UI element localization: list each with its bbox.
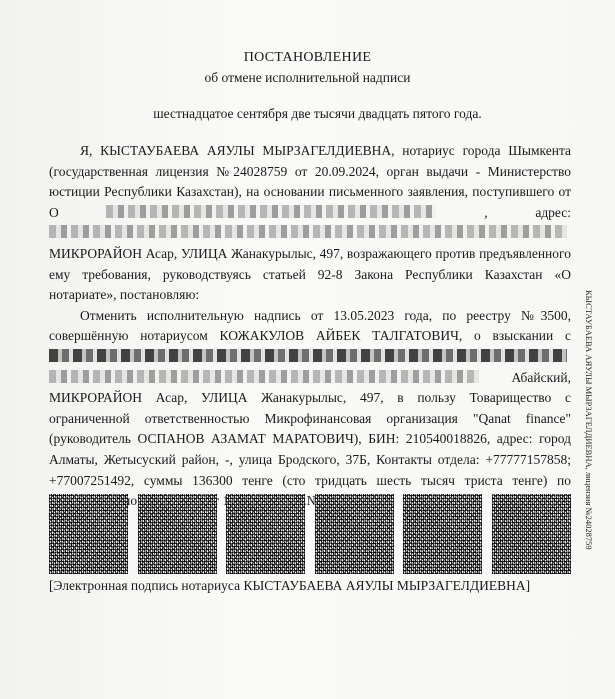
text-line: ограниченной ответственностью Микрофинансовая организация "Qanat finance" (49, 410, 571, 426)
qr-code-5 (403, 494, 482, 574)
text-line: +77777157858; +77007251492, суммы 136300 тенге (сто тридцать шесть тысяч триста (49, 451, 572, 488)
text-line: (руководитель ОСПАНОВ АЗАМАТ МАРАТОВИЧ), БИН: 210540018826, адрес: город (49, 431, 571, 447)
qr-code-row (49, 494, 571, 574)
redacted-block (49, 370, 479, 383)
paragraph-2 (49, 306, 571, 512)
text-line: совершённую нотариусом КОЖАКУЛОВ АЙБЕК ТАЛГАТОВИЧ, о взыскании с (49, 328, 571, 344)
document-title: ПОСТАНОВЛЕНИЕ (243, 50, 372, 65)
text-line: тенге) по по (123, 472, 572, 509)
text-line: Я, КЫСТАУБАЕВА АЯУЛЫ МЫРЗАГЕЛДИЕВНА, нотариус города Шымкента (80, 143, 571, 158)
redacted-block (49, 225, 567, 238)
text-line: МИКРОРАЙОН Асар, УЛИЦА Жанакурылыс, 497, в пользу Товарищество с (49, 390, 571, 406)
text-line: (государственная лицензия №24028759 от 20.09.2024, орган выдачи - Министерство (49, 163, 571, 179)
document-body (49, 141, 571, 512)
qr-code-3 (226, 494, 305, 574)
side-license-text: КЫСТАУБАЕВА АЯУЛЫ МЫРЗАГЕЛДИЕВНА, лицензия №24028759 (584, 290, 594, 550)
text-line: Абайский, (511, 369, 571, 385)
text-line: Отменить исполнительную надпись от 13.05.2023 года, по реестру №3500, (80, 307, 571, 323)
text-line: предъявленного ему требования, руководствуясь статьей 92-8 Закона Республики (49, 245, 571, 282)
qr-code-2 (138, 494, 217, 574)
qr-code-6 (492, 494, 571, 574)
text-line: юстиции Республики Казахстан), на основании письменного заявления, поступившего (49, 184, 555, 200)
document-subtitle: об отмене исполнительной надписи (204, 70, 411, 85)
text-line: , адрес: (484, 204, 572, 220)
text-line: Алматы, Жетысуский район, -, улица Бродского, 37Б, Контакты отдела: (49, 451, 480, 467)
text-line: МИКРОРАЙОН Асар, УЛИЦА Жанакурылыс, 497, возражающего против (49, 245, 476, 261)
paragraph-1 (49, 141, 571, 306)
electronic-signature: [Электронная подпись нотариуса КЫСТАУБАЕВА АЯУЛЫ МЫРЗАГЕЛДИЕВНА] (49, 578, 531, 593)
qr-code-4 (315, 494, 394, 574)
redacted-block (49, 349, 567, 362)
qr-code-1 (49, 494, 128, 574)
text-line: от О (49, 184, 572, 220)
document-date: шестнадцатое сентября две тысячи двадцать пятого года. (153, 106, 482, 121)
text-line: Казахстан «О нотариате», постановляю: (49, 266, 571, 303)
redacted-block (106, 205, 436, 218)
